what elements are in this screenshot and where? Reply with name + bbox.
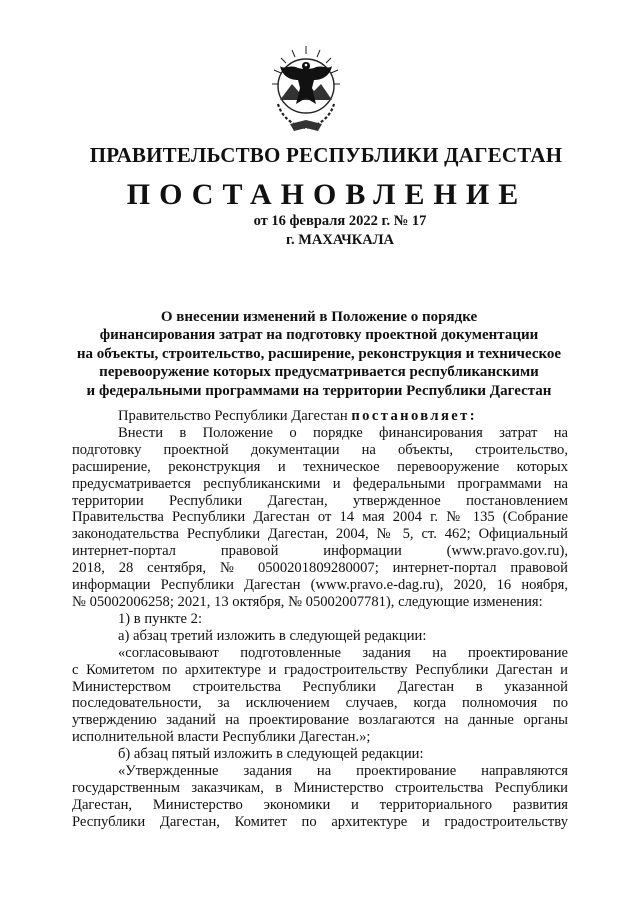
intro-paragraph [72,408,568,425]
body-line: интернет-портал правовой информации (www.pravo.gov.ru), [72,543,568,560]
body-line: последовательности, за исключением случаев, когда полномочия по [72,695,568,712]
body-line: Республики Дагестан, Комитет по архитектуре и градостроительству [72,813,568,830]
coat-of-arms-icon [268,44,344,134]
body-line: подготовку проектной документации на объекты, строительство, [72,441,568,458]
body-line: расширение, реконструкция и техническое перевооружение которых [72,458,568,475]
body-line: предусматривается республиканскими и федеральными программами на [72,475,568,492]
decree-city: г. МАХАЧКАЛА [286,232,394,248]
body-line: № 05002006258; 2021, 13 октября, № 05002007781), следующие изменения: [72,593,543,610]
resolves-word: постановляет: [351,408,477,424]
title-line: перевооружение которых предусматривается республиканскими [99,364,539,381]
document-type: ПОСТАНОВЛЕНИЕ [126,178,528,211]
body-line: «согласовывают подготовленные задания на проектирование [118,644,568,661]
government-name: ПРАВИТЕЛЬСТВО РЕСПУБЛИКИ ДАГЕСТАН [89,143,563,167]
body-line: территории Республики Дагестан, утвержденное постановлением [72,492,568,509]
decree-title [62,308,576,400]
title-line: финансирования затрат на подготовку проектной документации [99,327,539,344]
body-line: Дагестан, Министерство экономики и территориального развития [72,796,568,813]
title-line: на объекты, строительство, расширение, реконструкция и техническое [76,345,562,362]
body-line: Внести в Положение о порядке финансирования затрат на [118,424,568,441]
body-line: «Утвержденные задания на проектирование направляются [118,763,568,780]
decree-body [72,408,568,831]
body-line: Министерством строительства Республики Дагестан в указанной [72,678,568,695]
body-line: законодательства Республики Дагестан, 2004, № 5, ст. 462; Официальный [72,526,568,543]
body-line: информации Республики Дагестан (www.pravo.e-dag.ru), 2020, 16 ноября, [72,577,568,594]
title-line: и федеральными программами на территории Республики Дагестан [86,382,552,399]
body-line: Правительства Республики Дагестан от 14 мая 2004 г. № 135 (Собрание [72,509,568,526]
decree-date-number: от 16 февраля 2022 г. № 17 [253,213,427,229]
body-line: 1) в пункте 2: [118,610,203,627]
title-line: О внесении изменений в Положение о порядке [160,309,478,325]
body-line: б) абзац пятый изложить в следующей редакции: [118,746,424,763]
body-line: с Комитетом по архитектуре и градостроительству Республики Дагестан и [72,661,568,678]
body-line: исполнительной власти Республики Дагестан.»; [72,729,371,746]
body-line: государственным заказчикам, в Министерство строительства Республики [72,779,568,796]
body-line: утверждению заданий на проектирование возлагаются на данные органы [72,712,568,729]
intro-text: Правительство Республики Дагестан [118,408,348,424]
body-line: 2018, 28 сентября, № 0500201809280007; интернет-портал правовой [72,560,568,577]
body-line: а) абзац третий изложить в следующей редакции: [118,627,427,644]
